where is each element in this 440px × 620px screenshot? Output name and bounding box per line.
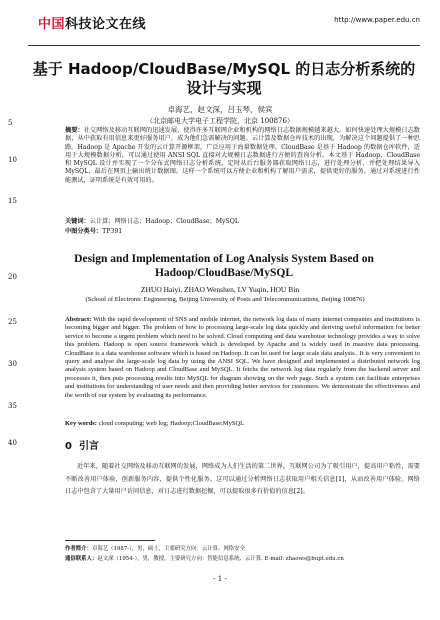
line-number: 20 xyxy=(8,273,17,281)
line-number: 5 xyxy=(8,119,13,127)
affiliation-cn: （北京邮电大学电子工程学院，北京 100876） xyxy=(146,117,294,125)
keywords-en xyxy=(65,420,420,428)
affiliation-en: (School of Electronic Engineering, Beijing University of Posts and Telecommunications, Beijing 100876) xyxy=(85,296,365,303)
abstract-cn-text: 社交网络及移动互联网的迅速发展，使得许多互联网企业和机构的网络日志数据规模越来越大。如何快速处理大规模日志数据，从中获取有用信息来更好服务用户，成为他们急需解决的问题。云计算及数据仓库技术的出现，为解决这个问题提供了一种思路。Hadoop 是 Apache 开发的云计算开源框架，广泛应用于海量数据处理。CloudBase 是基于 Hadoop 的数据仓库软件，适用于大规模数据分析，可以通过使用 ANSI SQL 直接对大规模日志数据进行方便的查询分析。本文基于 Hadoop、CloudBase 和 MySQL 设计并实现了一个分布式网络日志分析系统，定时从后台服务器获取网络日志，进行处理分析，并把处理结果导入 MySQL，最后在网页上输出统计数据图。这样一个系统可以方便企业和机构了解用户需求，提供更好的服务。通过对系统进行性能测试，证明系统是有效可用的。 xyxy=(65,127,420,184)
clc-cn-text: TP391 xyxy=(102,228,123,235)
section-number: 0 xyxy=(65,441,72,452)
site-header xyxy=(0,0,440,40)
authors-cn: 卓海艺，赵文深，吕玉琴，侯宾 xyxy=(167,105,273,114)
section-title: 引言 xyxy=(78,441,99,452)
clc-cn-label: 中图分类号： xyxy=(65,228,103,235)
keywords-cn-text: 云计算；网络日志；Hadoop；CloudBase；MySQL xyxy=(89,218,239,225)
paper-title-en: Design and Implementation of Log Analysis System Based on Hadoop/CloudBase/MySQL xyxy=(74,253,374,279)
line-number: 30 xyxy=(8,360,17,368)
line-number: 35 xyxy=(8,402,17,410)
footnote-contact-label: 通信联系人： xyxy=(65,556,98,562)
authors-en: ZHUO Haiyi, ZHAO Wenshen, LV Yuqin, HOU Bin xyxy=(140,285,300,294)
line-number: 15 xyxy=(8,197,17,205)
section-heading xyxy=(65,437,99,452)
footnote-contact xyxy=(65,555,425,563)
footnote-author xyxy=(65,545,425,553)
abstract-cn xyxy=(65,127,420,185)
keywords-cn-label: 关键词： xyxy=(65,218,90,225)
footnote-contact-text: 赵文深（1954-），男，教授，主要研究方向：智能信息系统、云计算. E-mail: zhaows@bupt.edu.cn xyxy=(97,556,344,562)
footnote-author-text: 卓海艺（1987-），男，硕士，主要研究方向：云计算、网络安全 xyxy=(91,546,245,552)
paper-title-cn: 基于 Hadoop/CloudBase/MySQL 的日志分析系统的设计与实现 xyxy=(32,60,416,97)
abstract-en-text: With the rapid development of SNS and mobile internet, the network log data of many internet companies and institutions is becoming bigger and bigger. The problem of how to processing large-scale log data quickly and deriving useful information for better service to become a urgent problem which need to be solved. Cloud computing and data warehouse technology provides a way to solve this problem. Hadoop is open source framework which is developed by Apache and is widely used in massive data processing. CloudBase is a data warehouse software which is based on Hadoop. It can be used for large scale data analysis.. It is very convenient to query and analyse the large-scale log data by using the ANSI SQL. We have designed and implemented a distributed network log analysis system based on Hadoop and CloudBase and MySQL. It fetchs the network log data regularly from the backend server and processes it, then puts processing results into MySQL for diagram showing on the web page. Such a system can facilitate enterprises and institutions for understanding of user needs and then providing better services for customers. We demonstrate the effectiveness and the worth of our system by evaluating its performance. xyxy=(65,316,420,399)
line-number: 25 xyxy=(8,318,17,326)
logo-part-name: 科技论文在线 xyxy=(65,17,147,32)
abstract-en xyxy=(65,316,420,400)
footnote-author-label: 作者简介： xyxy=(65,546,92,552)
keywords-en-label: Key words: xyxy=(65,420,97,427)
abstract-cn-label: 摘要： xyxy=(65,127,84,134)
logo-part-china: 中国 xyxy=(38,17,66,32)
site-logo[interactable] xyxy=(38,13,146,32)
abstract-en-label: Abstract: xyxy=(65,316,92,323)
header-rule xyxy=(28,45,420,46)
footnote-rule xyxy=(65,540,155,541)
site-url[interactable]: http://www.paper.edu.cn xyxy=(334,16,420,24)
keywords-cn xyxy=(65,218,420,226)
keywords-en-text: cloud computing; web log; Hadoop;CloudBase;MySQL xyxy=(98,420,245,427)
line-number: 10 xyxy=(8,156,17,164)
line-number: 40 xyxy=(8,439,17,447)
clc-cn xyxy=(65,228,420,236)
page-number: - 1 - xyxy=(213,575,227,583)
intro-paragraph: 近年来，随着社交网络及移动互联网的发展，网络成为人们生活的第二世界。互联网公司为了吸引用户，提高用户粘性，需要不断改善用户体验，创新服务内容，提供个性化服务。这可以通过分析网络日志获取用户相关信息[1]，从而改善用户体验。网络日志中包含了大量用户访问信息，对日志进行数据挖掘，可以提取很多有价值的信息[2]。 xyxy=(65,463,420,496)
